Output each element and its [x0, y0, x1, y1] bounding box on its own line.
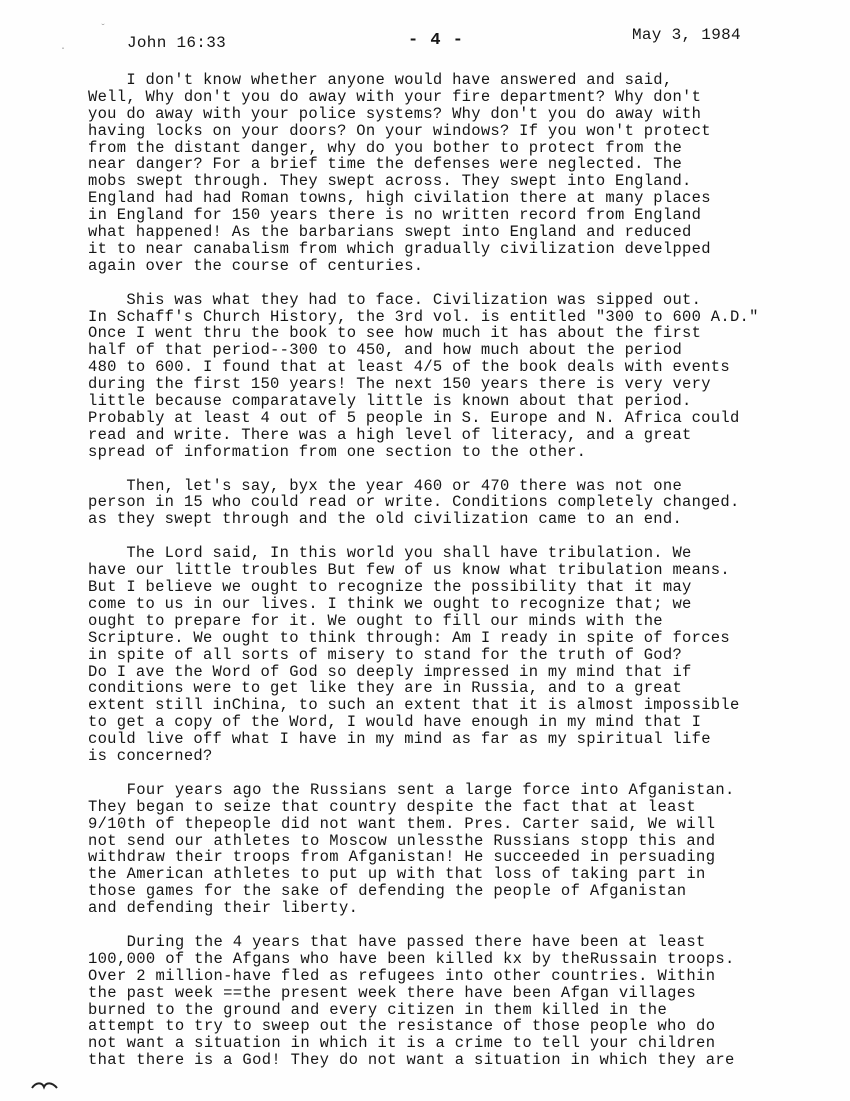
text-line: attempt to try to sweep out the resistance of those people who do [88, 1017, 716, 1036]
text-line: Over 2 million-have fled as refugees into other countries. Within [88, 966, 716, 985]
text-line: you do away with your police systems? Why don't you do away with [88, 104, 702, 123]
text-line: having locks on your doors? On your windows? If you won't protect [88, 121, 711, 140]
text-line: ought to prepare for it. We ought to fill our minds with the [88, 611, 663, 630]
document-date: May 3, 1984 [632, 26, 741, 44]
text-line: in spite of all sorts of misery to stand for the truth of God? [88, 645, 683, 664]
text-line: have our little troubles But few of us know what tribulation means. [88, 561, 730, 580]
text-line: conditions were to get like they are in Russia, and to a great [88, 679, 683, 698]
text-line: I don't know whether anyone would have answered and said, [88, 71, 673, 89]
text-line: in England for 150 years there is no written record from England [88, 206, 702, 225]
text-line: burned to the ground and every citizen in them killed in the [88, 1000, 668, 1019]
text-line: it to near canabalism from which gradually civilization develpped [88, 239, 711, 258]
stray-tick-mark: ˇ [100, 24, 107, 35]
text-line: little because comparatavely little is known about that period. [88, 392, 692, 411]
text-line: person in 15 who could read or write. Conditions completely changed. [88, 493, 740, 512]
text-line: But I believe we ought to recognize the possibility that it may [88, 578, 692, 597]
text-line: not send our athletes to Moscow unlessthe Russians stopp this and [88, 831, 716, 850]
text-line: mobs swept through. They swept across. They swept into England. [88, 172, 692, 191]
text-line: 480 to 600. I found that at least 4/5 of the book deals with events [88, 358, 730, 377]
text-line: Shis was what they had to face. Civilization was sipped out. [88, 290, 702, 309]
text-line: During the 4 years that have passed there have been at least [88, 932, 706, 951]
text-line: read and write. There was a high level of literacy, and a great [88, 425, 692, 444]
text-line: again over the course of centuries. [88, 256, 424, 275]
text-line: withdraw their troops from Afganistan! He succeeded in persuading [88, 848, 716, 867]
text-line: extent still inChina, to such an extent that it is almost impossible [88, 696, 740, 715]
text-line: those games for the sake of defending the people of Afganistan [88, 882, 687, 901]
text-line: near danger? For a brief time the defenses were neglected. The [88, 155, 683, 174]
text-line: 9/10th of thepeople did not want them. Pres. Carter said, We will [88, 814, 716, 833]
text-line: is concerned? [88, 746, 213, 765]
paragraph-4 [88, 545, 828, 765]
text-line: spread of information from one section to the other. [88, 442, 587, 461]
text-line: could live off what I have in my mind as far as my spiritual life [88, 730, 711, 749]
text-line: half of that period--300 to 450, and how much about the period [88, 341, 683, 360]
text-line: Scripture. We ought to think through: Am I ready in spite of forces [88, 628, 730, 647]
text-line: Do I ave the Word of God so deeply impressed in my mind that if [88, 662, 692, 681]
text-line: not want a situation in which it is a crime to tell your children [88, 1034, 716, 1053]
text-line: Once I went thru the book to see how much it has about the first [88, 324, 702, 343]
text-line: the American athletes to put up with that loss of taking part in [88, 865, 706, 884]
corner-scribble-mark [30, 1078, 60, 1094]
text-line: come to us in our lives. I think we ought to recognize that; we [88, 594, 692, 613]
text-line: the past week ==the present week there have been Afgan villages [88, 983, 697, 1002]
text-line: Well, Why don't you do away with your fire department? Why don't [88, 87, 702, 106]
paragraph-5 [88, 782, 828, 917]
text-line: Four years ago the Russians sent a large force into Afganistan. [88, 780, 735, 799]
text-line: England had had Roman towns, high civilation there at many places [88, 189, 711, 208]
text-line: during the first 150 years! The next 150 years there is very very [88, 375, 711, 394]
text-line: to get a copy of the Word, I would have enough in my mind that I [88, 713, 702, 732]
text-line: In Schaff's Church History, the 3rd vol. is entitled "300 to 600 A.D." [88, 307, 759, 326]
paragraph-6 [88, 934, 828, 1069]
text-line: what happened! As the barbarians swept into England and reduced [88, 223, 692, 242]
paragraph-1 [88, 72, 828, 275]
text-line: from the distant danger, why do you bother to protect from the [88, 138, 683, 157]
letter-body [88, 72, 828, 1086]
text-line: and defending their liberty. [88, 899, 359, 918]
paragraph-2 [88, 292, 828, 461]
text-line: as they swept through and the old civilization came to an end. [88, 510, 683, 529]
scripture-reference: John 16:33 [127, 34, 227, 52]
page-number: - 4 - [408, 31, 465, 50]
stray-dot-mark: · [60, 44, 67, 55]
text-line: Probably at least 4 out of 5 people in S. Europe and N. Africa could [88, 408, 740, 427]
paragraph-3 [88, 478, 828, 529]
text-line: Then, let's say, byx the year 460 or 470 there was not one [88, 476, 683, 495]
text-line: 100,000 of the Afgans who have been killed kx by theRussain troops. [88, 949, 735, 968]
text-line: They began to seize that country despite the fact that at least [88, 797, 697, 816]
text-line: The Lord said, In this world you shall have tribulation. We [88, 544, 692, 563]
text-line: that there is a God! They do not want a situation in which they are [88, 1051, 735, 1070]
